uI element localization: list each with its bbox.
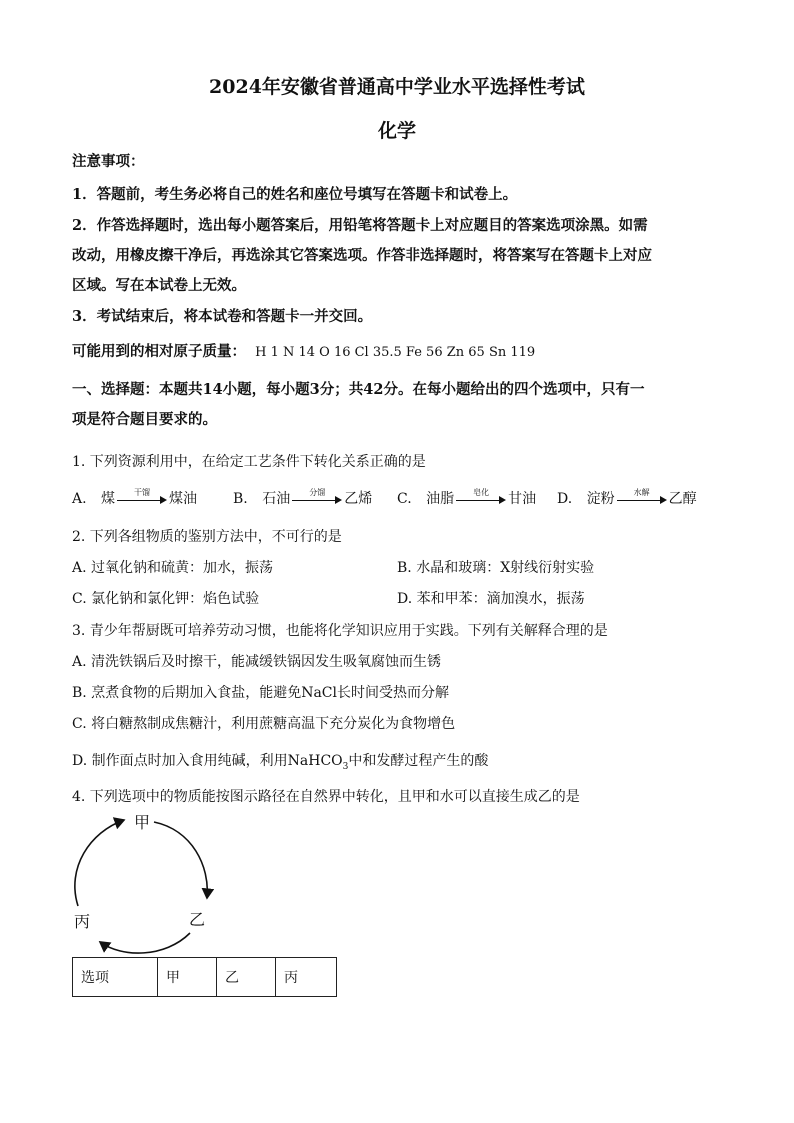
arrow-top-to-right [154, 822, 207, 898]
q3-d-formula-subscript: 3 [342, 761, 349, 772]
notice-item-2-line-3: 区域。写在本试卷上无效。 [72, 277, 246, 294]
q1-d-from: 淀粉 [586, 491, 615, 507]
q1-option-d [557, 488, 697, 508]
notice-item-2-line-2: 改动，用橡皮擦干净后，再选涂其它答案选项。作答非选择题时，将答案写在答题卡上对应 [72, 247, 652, 264]
q2-option-d: D. 苯和甲苯：滴加溴水，振荡 [397, 591, 585, 607]
reaction-arrow-icon [617, 488, 667, 506]
q3-option-c: C. 将白糖熬制成焦糖汁，利用蔗糖高温下充分炭化为食物增色 [72, 716, 456, 732]
q1-b-condition: 分馏 [309, 488, 326, 497]
q1-c-from: 油脂 [426, 491, 455, 507]
reaction-arrow-icon [456, 488, 506, 506]
q3-option-a: A. 清洗铁锅后及时擦干，能减缓铁锅因发生吸氧腐蚀而生锈 [72, 654, 442, 670]
atomic-mass-label: 可能用到的相对原子质量： [72, 343, 246, 360]
atomic-mass-values: H 1 N 14 O 16 Cl 35.5 Fe 56 Zn 65 Sn 119 [255, 345, 536, 360]
q1-c-label: C. [397, 491, 412, 507]
arrow-right-to-left [100, 933, 190, 953]
section-1-line-1: 一、选择题：本题共14小题，每小题3分；共42分。在每小题给出的四个选项中，只有一 [72, 381, 645, 398]
q3-d-prefix: D. 制作面点时加入食用纯碱，利用 [72, 753, 288, 769]
notice-item-1: 1．答题前，考生务必将自己的姓名和座位号填写在答题卡和试卷上。 [72, 186, 518, 203]
atomic-mass-row [72, 340, 535, 361]
table-header-cell: 丙 [276, 958, 337, 997]
q1-option-c [397, 488, 536, 508]
notice-heading: 注意事项： [72, 153, 145, 170]
q3-d-formula: NaHCO [287, 753, 343, 769]
q3-d-suffix: 中和发酵过程产生的酸 [348, 753, 489, 769]
q3-option-b: B. 烹煮食物的后期加入食盐，能避免NaCl长时间受热而分解 [72, 685, 449, 701]
q1-a-label: A. [72, 491, 87, 507]
q1-b-label: B. [233, 491, 248, 507]
q1-a-from: 煤 [101, 491, 116, 507]
q1-a-to: 煤油 [169, 491, 198, 507]
exam-title: 2024年安徽省普通高中学业水平选择性考试 [209, 76, 585, 98]
q1-d-condition: 水解 [633, 488, 650, 497]
diagram-node-left: 丙 [74, 912, 91, 931]
arrow-left-to-top [75, 820, 124, 906]
q1-b-from: 石油 [262, 491, 291, 507]
q4-options-table [72, 957, 337, 997]
q4-stem: 4. 下列选项中的物质能按图示路径在自然界中转化，且甲和水可以直接生成乙的是 [72, 789, 580, 805]
reaction-arrow-icon [117, 488, 167, 506]
section-1-line-2: 项是符合题目要求的。 [72, 411, 217, 428]
q1-stem: 1. 下列资源利用中，在给定工艺条件下转化关系正确的是 [72, 454, 426, 470]
subject-title: 化学 [377, 120, 416, 142]
reaction-arrow-icon [292, 488, 342, 506]
notice-item-3: 3．考试结束后，将本试卷和答题卡一并交回。 [72, 308, 373, 325]
q2-stem: 2. 下列各组物质的鉴别方法中，不可行的是 [72, 529, 342, 545]
q2-option-a: A. 过氧化钠和硫黄：加水，振荡 [72, 560, 274, 576]
q3-stem: 3. 青少年帮厨既可培养劳动习惯，也能将化学知识应用于实践。下列有关解释合理的是 [72, 623, 608, 639]
table-header-cell: 选项 [73, 958, 158, 997]
diagram-node-right: 乙 [189, 910, 206, 929]
q1-b-to: 乙烯 [344, 491, 373, 507]
q1-c-to: 甘油 [508, 491, 537, 507]
q1-d-label: D. [557, 491, 573, 507]
q1-option-b [233, 488, 372, 508]
q2-option-b: B. 水晶和玻璃：X射线衍射实验 [397, 560, 595, 576]
q1-c-condition: 皂化 [473, 488, 490, 497]
table-row [73, 958, 337, 997]
q2-option-c: C. 氯化钠和氯化钾：焰色试验 [72, 591, 260, 607]
notice-item-2-line-1: 2．作答选择题时，选出每小题答案后，用铅笔将答题卡上对应题目的答案选项涂黑。如需 [72, 217, 648, 234]
q1-option-a [72, 488, 197, 508]
q1-d-to: 乙醇 [668, 491, 697, 507]
table-header-cell: 甲 [158, 958, 217, 997]
q1-a-condition: 干馏 [134, 488, 151, 497]
diagram-node-top: 甲 [134, 813, 151, 832]
q3-option-d [72, 750, 488, 772]
table-header-cell: 乙 [217, 958, 276, 997]
